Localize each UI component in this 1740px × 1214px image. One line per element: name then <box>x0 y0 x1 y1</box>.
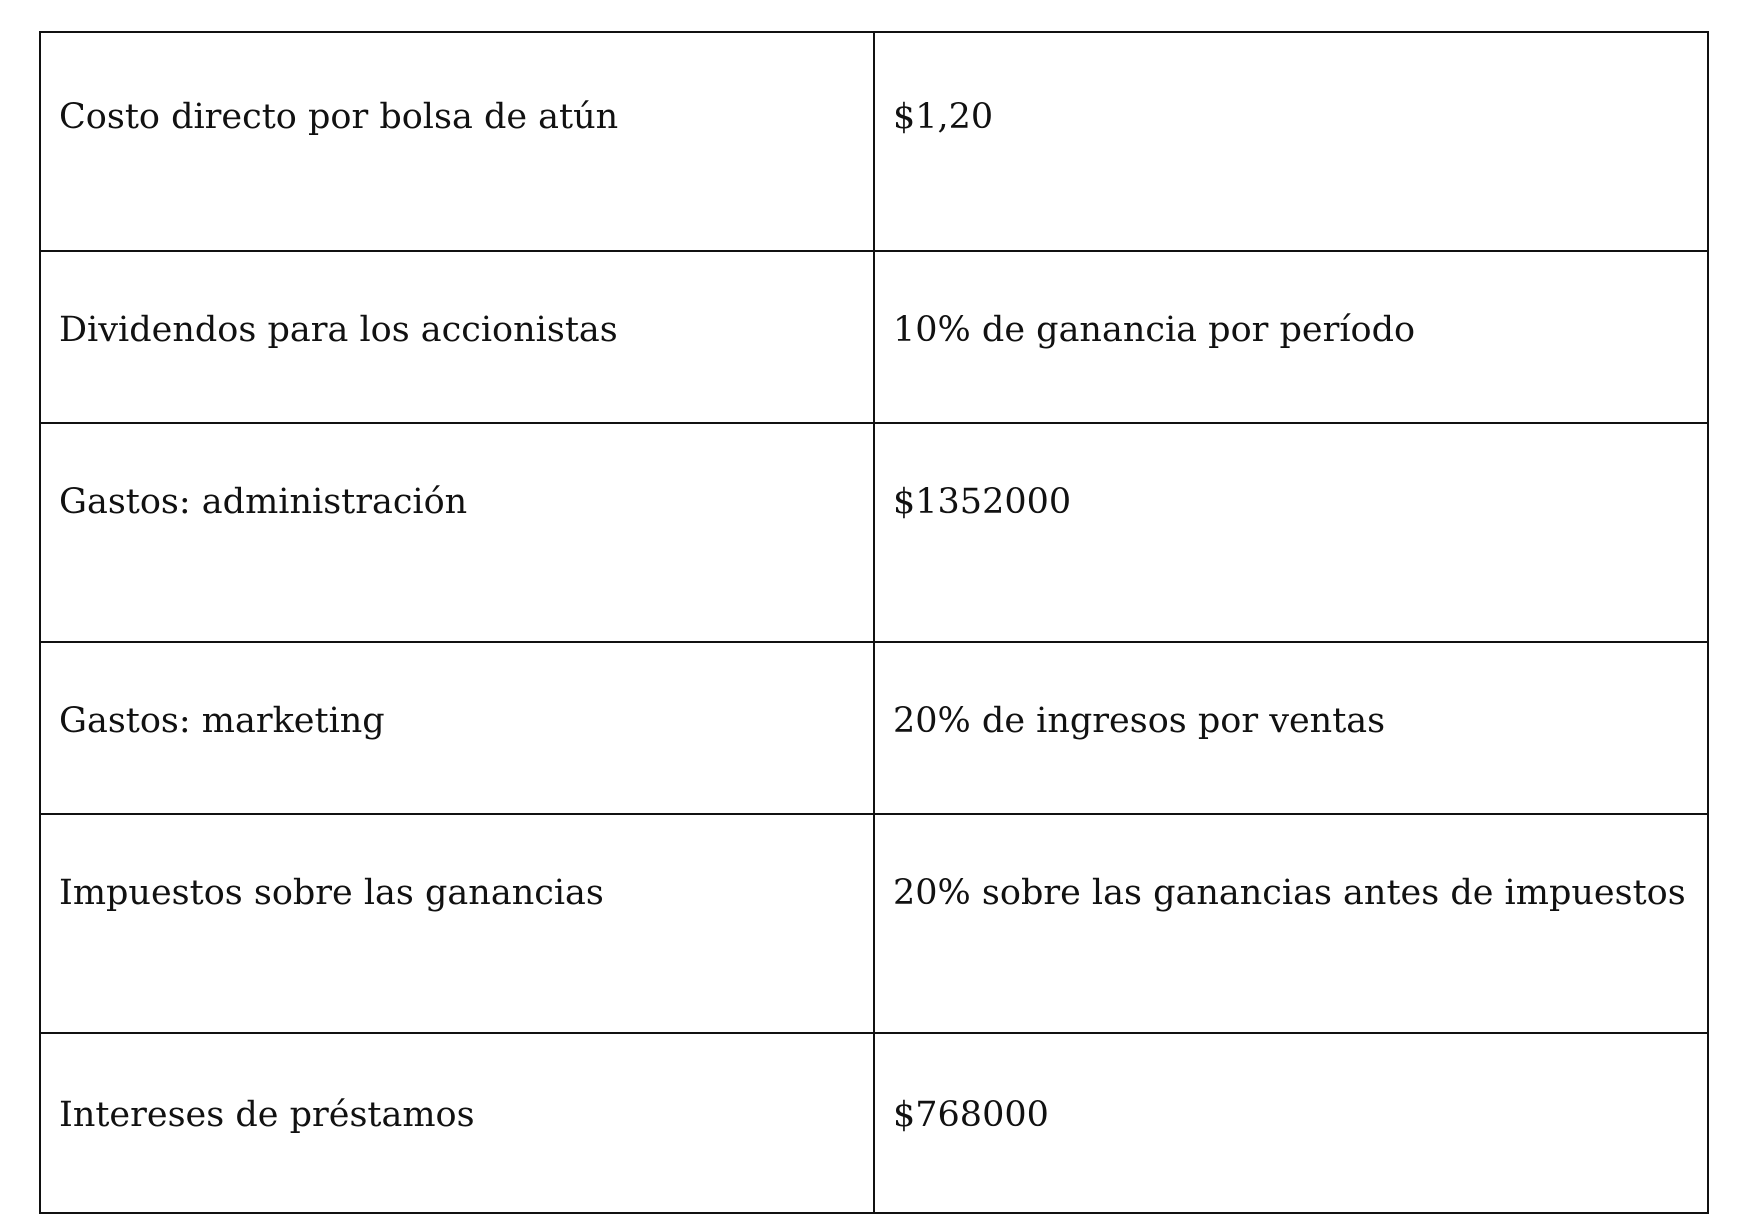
table-row <box>40 251 1708 423</box>
row-label-cell: Gastos: marketing <box>40 642 874 814</box>
parameters-table <box>39 31 1709 1214</box>
document-table-container <box>39 31 1707 1214</box>
table-row <box>40 814 1708 1033</box>
row-label-cell: Impuestos sobre las ganancias <box>40 814 874 1033</box>
row-label-cell: Dividendos para los accionistas <box>40 251 874 423</box>
row-label-cell: Gastos: administración <box>40 423 874 642</box>
row-value-cell: 20% de ingresos por ventas <box>874 642 1708 814</box>
table-row <box>40 32 1708 251</box>
table-row <box>40 1033 1708 1213</box>
row-value-cell: 10% de ganancia por período <box>874 251 1708 423</box>
table-row <box>40 423 1708 642</box>
row-value-cell: 20% sobre las ganancias antes de impuestos <box>874 814 1708 1033</box>
row-value-cell: $1,20 <box>874 32 1708 251</box>
row-label-cell: Costo directo por bolsa de atún <box>40 32 874 251</box>
row-value-cell: $1352000 <box>874 423 1708 642</box>
row-label-cell: Intereses de préstamos <box>40 1033 874 1213</box>
row-value-cell: $768000 <box>874 1033 1708 1213</box>
table-row <box>40 642 1708 814</box>
